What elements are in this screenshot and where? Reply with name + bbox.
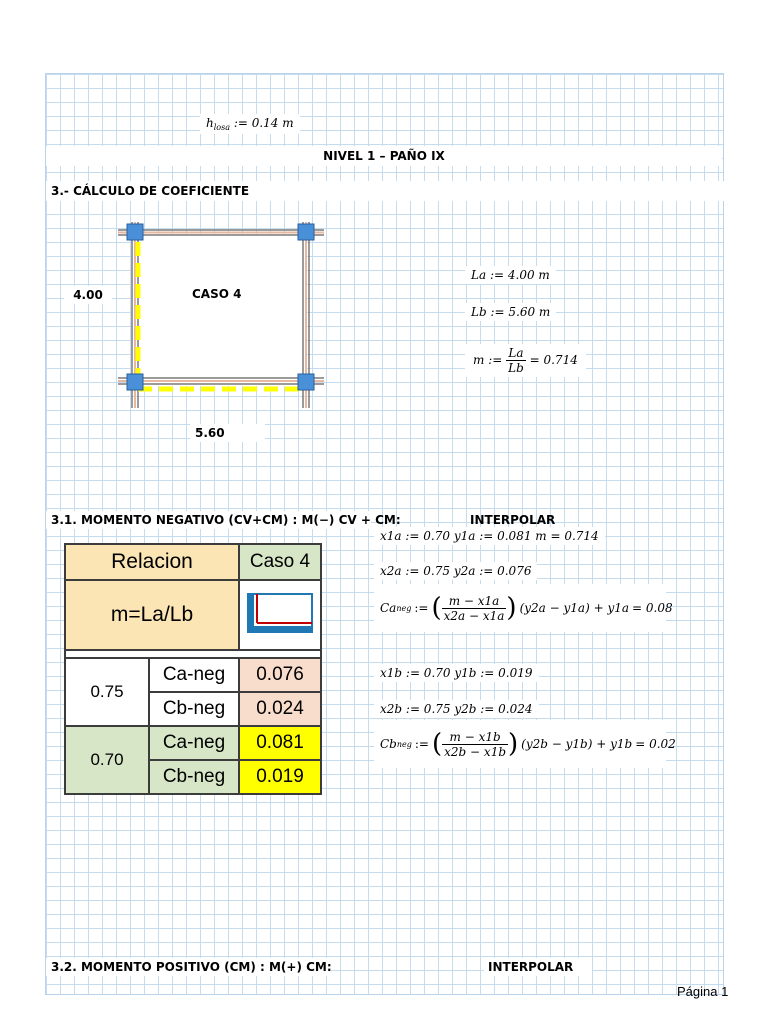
cb-fraction [442, 730, 508, 759]
interp-a-line2: x2a := 0.75 y2a := 0.076 [374, 562, 537, 580]
row-075-ca-label: Ca-neg [149, 658, 239, 692]
lb-formula [465, 303, 556, 321]
cb-numerator: m − x1b [442, 730, 508, 745]
lb-value: := 5.60 m [490, 305, 551, 319]
la-value: := 4.00 m [489, 268, 550, 282]
case-4-icon [245, 591, 315, 635]
bottom-length-label: 5.60 [190, 424, 265, 442]
la-formula [465, 266, 556, 284]
ca-denominator: x2a − x1a [443, 608, 505, 623]
cb-result: = 0.02 [635, 737, 676, 751]
slab-diagram [110, 218, 330, 418]
h-losa-value: := 0.14 m [233, 116, 294, 130]
table-header-caso: Caso 4 [239, 544, 321, 580]
ca-mid: (y2a − y1a) + y1a [519, 601, 630, 615]
cb-neg-sub: neg [396, 739, 412, 749]
h-losa-var: h [206, 116, 214, 130]
interpolar-label-2: INTERPOLAR [484, 958, 592, 976]
section-3-1-title: 3.1. MOMENTO NEGATIVO (CV+CM) : M(−) CV + CM: [46, 511, 371, 529]
section-3-title: 3.- CÁLCULO DE COEFICIENTE [46, 181, 727, 201]
case-icon-cell [239, 580, 321, 650]
row-075-ca-value: 0.076 [239, 658, 321, 692]
ca-result: = 0.08 [632, 601, 673, 615]
h-losa-sub: losa [213, 123, 230, 132]
ca-neg-sub: neg [396, 603, 412, 613]
row-070-cb-value: 0.019 [239, 760, 321, 794]
interp-b-formula: Cb neg := ( $\frac{m - x1b}{x2b - x1b}$ ) (y2b − y1b) + y1b = 0.02 [374, 720, 666, 768]
row-070-cb-label: Cb-neg [149, 760, 239, 794]
row-m-070: 0.70 [65, 726, 149, 794]
row-075-cb-value: 0.024 [239, 692, 321, 726]
interp-b-line1: x1b := 0.70 y1b := 0.019 [374, 664, 539, 682]
h-losa-formula [200, 114, 300, 134]
interpolar-label-1: INTERPOLAR [470, 513, 556, 527]
nivel-title: NIVEL 1 – PAÑO IX [46, 146, 722, 166]
column [298, 374, 314, 390]
ca-neg-var: Ca [380, 601, 397, 615]
m-denominator: Lb [508, 361, 524, 375]
case-label: CASO 4 [192, 287, 242, 301]
m-numerator: La [506, 346, 526, 361]
ca-numerator: m − x1a [442, 594, 507, 609]
interp-a-formula: Ca neg := ( $\frac{m - x1a}{x2a - x1a}$ ) (y2a − y1a) + y1a = 0.08 [374, 584, 666, 632]
relation-table [64, 543, 322, 795]
m-formula [465, 344, 586, 377]
cb-denominator: x2b − x1b [444, 744, 507, 759]
m-fraction [506, 346, 526, 375]
cb-mid: (y2b − y1b) + y1b [521, 737, 633, 751]
row-070-ca-value: 0.081 [239, 726, 321, 760]
cb-neg-var: Cb [380, 737, 397, 751]
row-m-075: 0.75 [65, 658, 149, 726]
row-070-ca-label: Ca-neg [149, 726, 239, 760]
slab-panel [132, 234, 306, 386]
m-value: = 0.714 [529, 353, 578, 367]
m-var: m := [473, 353, 503, 367]
section-3-2-title: 3.2. MOMENTO POSITIVO (CM) : M(+) CM: [46, 958, 331, 976]
table-header-m: m=La/Lb [65, 580, 239, 650]
interp-b-line2: x2b := 0.75 y2b := 0.024 [374, 700, 539, 718]
la-var: La [471, 268, 487, 282]
column [298, 224, 314, 240]
row-075-cb-label: Cb-neg [149, 692, 239, 726]
ca-fraction [442, 594, 507, 623]
column [127, 224, 143, 240]
interp-a-line1: x1a := 0.70 y1a := 0.081 m = 0.714 [374, 527, 605, 545]
lb-var: Lb [471, 305, 487, 319]
table-header-relacion: Relacion [65, 544, 239, 580]
table-spacer [65, 650, 321, 658]
page-number: Página 1 [677, 984, 729, 999]
side-length-label: 4.00 [64, 286, 112, 304]
column [127, 374, 143, 390]
